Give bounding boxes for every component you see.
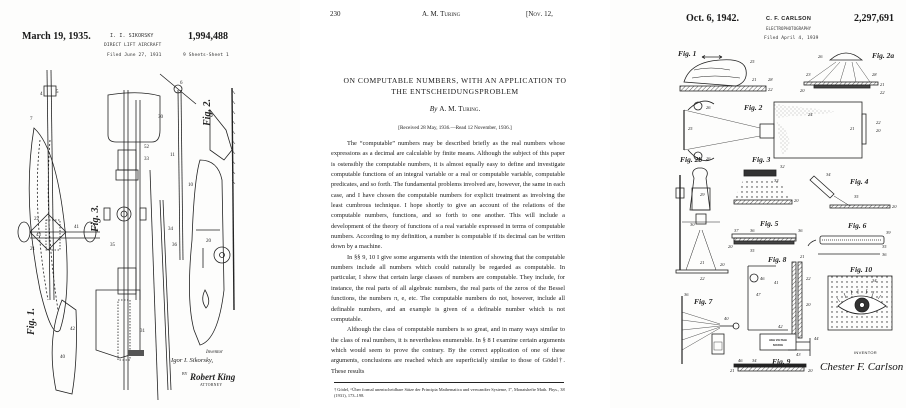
ref-numeral: 21 — [730, 368, 735, 373]
carlson-patent-page — [610, 0, 906, 408]
fig-label: Fig. 4 — [850, 177, 869, 186]
paper-body — [331, 139, 565, 377]
ref-numeral: 22 — [34, 217, 39, 222]
ref-numeral: 42 — [70, 327, 75, 332]
fig9-drawing — [734, 364, 806, 371]
received-note: [Received 28 May, 1936.—Read 12 November, 1936.] — [398, 125, 512, 131]
by-label: BY — [182, 371, 188, 376]
byline-author: A. M. Turing. — [439, 104, 481, 113]
ref-numeral: 37 — [734, 228, 739, 233]
ref-numeral: 7 — [30, 117, 33, 122]
ref-numeral: 36 — [684, 292, 689, 297]
fig3-drawing — [96, 90, 160, 390]
ref-numeral: 20 — [720, 262, 725, 267]
ref-numeral: 20 — [800, 88, 805, 93]
patent-date: Oct. 6, 1942. — [686, 13, 740, 24]
ref-numeral: 42 — [778, 324, 783, 329]
ref-numeral: 31 — [140, 329, 145, 334]
title-line: THE ENTSCHEIDUNGSPROBLEM — [391, 87, 519, 96]
fig-label: Fig. 10 — [850, 265, 873, 274]
ref-numeral: 34 — [168, 227, 173, 232]
page-number: 230 — [330, 10, 341, 18]
ref-numeral: 20 — [206, 239, 211, 244]
ref-numeral: 22 — [700, 276, 705, 281]
helicopter-drawing — [0, 0, 300, 408]
ref-numeral: 23 — [806, 72, 811, 77]
ref-numeral: 29 — [700, 192, 705, 197]
inventor-caption: INVENTOR — [854, 350, 877, 355]
ref-numeral: 22 — [768, 87, 773, 92]
fig-label: Fig. 3. — [90, 205, 101, 232]
footnote-divider — [334, 382, 564, 383]
ref-numeral: 20 — [728, 244, 733, 249]
ref-numeral: 25 — [750, 59, 755, 64]
fig-label: Fig. 8 — [768, 255, 787, 264]
ref-numeral: 4 — [40, 92, 43, 97]
ref-numeral: 21 — [880, 82, 885, 87]
ref-numeral: 36 — [798, 228, 803, 233]
ref-numeral: 30 — [158, 115, 163, 120]
box-label: HIGH VOLTAGE — [769, 339, 787, 342]
attorney-signature: Robert King — [190, 372, 236, 382]
fig3-drawing — [734, 170, 792, 204]
ref-numeral: 33 — [144, 157, 149, 162]
fig-label: Fig. 2a — [872, 51, 895, 60]
paragraph: The “computable” numbers may be described briefly as the real numbers whose expressions as a decimal are calculable by finite means. Although the subject of this paper is ostensibly the computable numbers, it is almost equally easy to define and investigate computable functions of an integral variable or a real or computable variable, computable predicates, and so forth. The fundamental problems involved are, however, the same in each case, and I have chosen the computable numbers for explicit treatment as involving the least cumbrous technique. I hope shortly to give an account of the relations of the computable numbers, functions, and so forth to one another. This will include a development of the theory of functions of a real variable expressed in terms of computable numbers. According to my definition, a number is computable if its decimal can be written down by a machine. — [331, 140, 565, 251]
fig2b-drawing — [676, 168, 728, 273]
byline-prefix: By — [429, 104, 438, 113]
ref-numeral: 35 — [854, 194, 859, 199]
patent-inventor-header: C. F. CARLSON — [766, 16, 812, 22]
fig-label: Fig. 5 — [760, 219, 779, 228]
ref-numeral: 47 — [756, 292, 761, 297]
ref-numeral: 26 — [818, 54, 823, 59]
fig-label: Fig. 1. — [26, 308, 37, 335]
ref-numeral: 30 — [690, 222, 695, 227]
ref-numeral: 5 — [56, 90, 59, 95]
paragraph: In §§ 9, 10 I give some arguments with the intention of showing that the computable numbers include all numbers which could naturally be regarded as computable. In particular, I show that certain large classes of numbers are computable. They include, for instance, the real parts of all algebraic numbers, the real parts of the zeros of the Bessel functions, the numbers π, e, etc. The computable numbers do not, however, include all definable numbers, and an example is given of a definable number which is not computable. — [331, 253, 565, 323]
patent-subject: DIRECT LIFT AIRCRAFT — [104, 43, 162, 48]
fig7-drawing — [682, 296, 739, 364]
footnote: † Gödel, “Über formal unentscheidbare Sätze der Principia Mathematica und verwandter Systeme, I”, Monatshefte Math. Phys., 38 (1931), 173–198. — [334, 387, 565, 398]
fig-label: Fig. 7 — [694, 297, 713, 306]
ref-numeral: 28 — [872, 72, 877, 77]
fig2a-drawing — [804, 53, 878, 88]
ref-numeral: 26 — [706, 105, 711, 110]
fig-label: Fig. 3 — [752, 155, 771, 164]
ref-numeral: 20 — [806, 302, 811, 307]
fig6-drawing — [808, 236, 884, 254]
box-label: SOURCE — [772, 344, 784, 347]
ref-numeral: 21 — [800, 254, 805, 259]
ref-numeral: 41 — [774, 280, 779, 285]
patent-sheets: 9 Sheets-Sheet 1 — [183, 53, 229, 58]
paper-byline — [302, 104, 608, 113]
ref-numeral: 26 — [706, 156, 711, 161]
fig5-drawing — [732, 234, 796, 244]
ref-numeral: 44 — [814, 336, 819, 341]
ref-numeral: 25 — [688, 126, 693, 131]
title-line: ON COMPUTABLE NUMBERS, WITH AN APPLICATION TO — [343, 76, 567, 85]
ref-numeral: 21 — [30, 247, 35, 252]
ref-numeral: 34 — [872, 278, 877, 283]
fig-label: Fig. 2b — [680, 155, 703, 164]
ref-numeral: 11 — [170, 153, 175, 158]
fig2-drawing — [684, 101, 866, 161]
fig-label: Fig. 6 — [848, 221, 867, 230]
fig-label: Fig. 1 — [678, 49, 697, 58]
ref-numeral: 20 — [892, 204, 897, 209]
patent-filed: Filed April 4, 1939 — [764, 36, 819, 41]
ref-numeral: 20 — [876, 128, 881, 133]
patent-filed: Filed June 27, 1931 — [107, 53, 162, 58]
ref-numeral: 34 — [752, 358, 757, 363]
electrophotography-drawing — [610, 0, 906, 408]
ref-numeral: 10 — [188, 183, 193, 188]
ref-numeral: 24 — [808, 112, 813, 117]
running-date: [Nov. 12, — [526, 10, 553, 18]
fig-label: Fig. 9 — [772, 357, 791, 366]
ref-numeral: 22 — [880, 90, 885, 95]
ref-numeral: 43 — [796, 352, 801, 357]
ref-numeral: 35 — [750, 248, 755, 253]
inventor-signature: Igor I. Sikorsky, — [171, 357, 214, 364]
patent-number: 1,994,488 — [188, 31, 228, 42]
ref-numeral: 21 — [752, 77, 757, 82]
ref-numeral: 36 — [882, 252, 887, 257]
inventor-signature: Chester F. Carlson — [820, 361, 904, 373]
fig-label: Fig. 2 — [744, 103, 763, 112]
ref-numeral: 28 — [768, 77, 773, 82]
ref-numeral: 46 — [738, 358, 743, 363]
ref-numeral: 52 — [144, 145, 149, 150]
ref-numeral: 46 — [760, 276, 765, 281]
ref-numeral: 22 — [806, 276, 811, 281]
ref-numeral: 33 — [774, 178, 779, 183]
patent-subject: ELECTROPHOTOGRAPHY — [766, 26, 812, 31]
ref-numeral: 41 — [74, 225, 79, 230]
fig-label: Fig. 2. — [202, 99, 213, 126]
fig2-drawing — [160, 74, 235, 390]
sikorsky-patent-page — [0, 0, 300, 408]
inventor-caption: Inventor — [206, 350, 223, 355]
turing-paper-page — [302, 0, 608, 408]
ref-numeral: 36 — [750, 228, 755, 233]
ref-numeral: 32 — [780, 164, 785, 169]
fig10-drawing — [828, 276, 892, 330]
ref-numeral: 21 — [850, 126, 855, 131]
ref-numeral: 21 — [700, 260, 705, 265]
ref-numeral: 20 — [808, 368, 813, 373]
ref-numeral: 35 — [110, 243, 115, 248]
ref-numeral: 22 — [876, 120, 881, 125]
paragraph: Although the class of computable numbers is so great, and in many ways similar to the class of real numbers, it is nevertheless enumerable. In § 8 I examine certain arguments which would seem to prove the contrary. By the correct application of one of these arguments, conclusions are reached which are superficially similar to those of Gödel†. These results — [331, 326, 565, 375]
ref-numeral: 40 — [60, 355, 65, 360]
ref-numeral: 34 — [826, 172, 831, 177]
patent-number: 2,297,691 — [854, 13, 894, 24]
ref-numeral: 35 — [882, 244, 887, 249]
attorney-caption: ATTORNEY — [200, 383, 223, 387]
ref-numeral: 36 — [172, 243, 177, 248]
ref-numeral: 43 — [36, 233, 41, 238]
patent-inventor-header: I. I. SIKORSKY — [110, 33, 154, 39]
patent-date: March 19, 1935. — [22, 31, 91, 42]
ref-numeral: 6 — [180, 81, 183, 86]
paper-title — [302, 75, 608, 97]
ref-numeral: 20 — [794, 198, 799, 203]
ref-numeral: 40 — [724, 316, 729, 321]
ref-numeral: 39 — [886, 230, 891, 235]
running-head: A. M. Turing — [422, 10, 461, 18]
